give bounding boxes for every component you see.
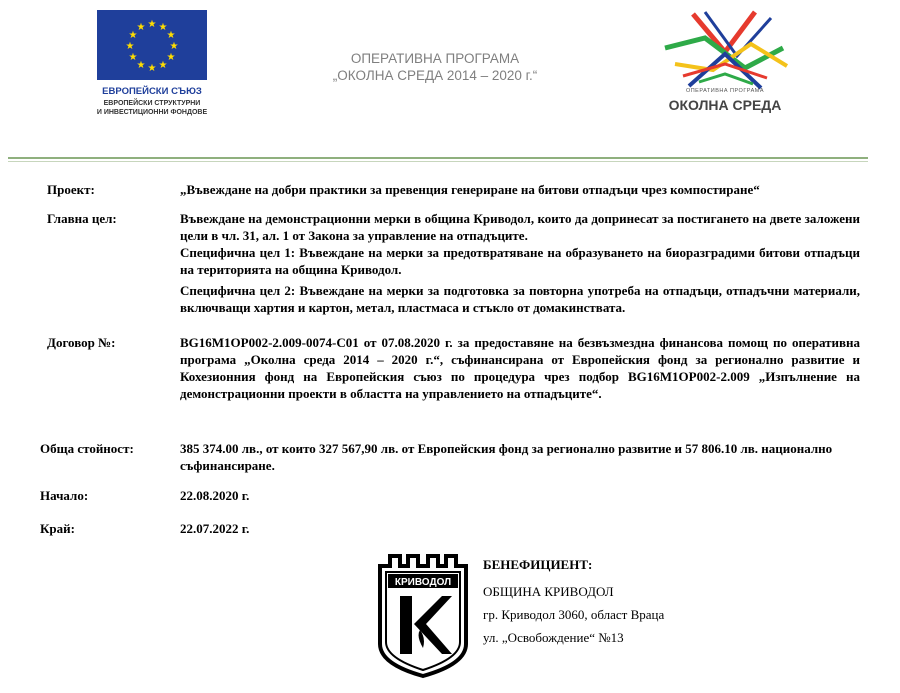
goal-main-text: Въвеждане на демонстрационни мерки в община Криводол, които да допринесат за постигането на двете заложени цели в чл. 31, ал. 1 от Закона за управление на отпадъците. bbox=[180, 211, 860, 243]
goal-value bbox=[180, 210, 860, 244]
project-label: Проект: bbox=[47, 182, 95, 197]
start-value: 22.08.2020 г. bbox=[180, 488, 250, 503]
goal-specific-1: Специфична цел 1: Въвеждане на мерки за предотвратяване на образуването на биоразградими битови отпадъци на територията на община Криводол. bbox=[180, 245, 860, 277]
svg-text:★: ★ bbox=[166, 52, 176, 63]
contract-value: BG16M1OP002-2.009-0074-C01 от 07.08.2020 г. за предоставяне на безвъзмездна финансова помощ по оперативна програма „Околна среда 2014 – 2020 г.“, съфинансирана от Европейския фонд за регионално развитие и Кохезионния фонд на Европейския съюз по процедура чрез подбор BG16M1OP002-2.009 „Изпълнение на демонстрационни проекти в областта на управлението на отпадъците“. bbox=[180, 335, 860, 401]
programme-title bbox=[310, 50, 560, 84]
svg-text:★: ★ bbox=[166, 30, 176, 41]
svg-text:★: ★ bbox=[169, 41, 179, 52]
svg-text:★: ★ bbox=[158, 22, 168, 33]
start-label: Начало: bbox=[40, 488, 89, 503]
beneficiary-city: гр. Криводол 3060, област Враца bbox=[483, 607, 665, 622]
krivodol-crest-icon bbox=[376, 552, 470, 680]
goal-specific-1-block bbox=[180, 244, 860, 278]
svg-text:★: ★ bbox=[136, 60, 146, 71]
crest-text: КРИВОДОЛ bbox=[394, 577, 452, 588]
svg-text:★: ★ bbox=[128, 30, 138, 41]
svg-text:★: ★ bbox=[128, 52, 138, 63]
goal-specific-2: Специфична цел 2: Въвеждане на мерки за подготовка за повторна употреба на отпадъци, отпадъчни материали, включващи хартия и картон, метал, пластмаса и стъкло от домакинствата. bbox=[180, 283, 860, 315]
eu-sublabel-line2: И ИНВЕСТИЦИОННИ ФОНДОВЕ bbox=[96, 109, 208, 116]
header-divider bbox=[8, 157, 868, 159]
svg-text:★: ★ bbox=[158, 60, 168, 71]
eu-flag-icon bbox=[97, 10, 207, 80]
programme-title-line1: ОПЕРАТИВНА ПРОГРАМА bbox=[350, 51, 520, 66]
eu-label: ЕВРОПЕЙСКИ СЪЮЗ bbox=[102, 86, 202, 97]
eu-sublabel-line1: ЕВРОПЕЙСКИ СТРУКТУРНИ bbox=[103, 100, 201, 107]
header-divider-thin bbox=[8, 161, 868, 162]
programme-title-line2: „ОКОЛНА СРЕДА 2014 – 2020 г.“ bbox=[332, 68, 538, 83]
svg-text:★: ★ bbox=[147, 19, 157, 30]
eu-logo bbox=[92, 10, 212, 117]
total-label: Обща стойност: bbox=[40, 441, 134, 456]
end-label: Край: bbox=[40, 521, 75, 536]
env-logo-name: ОКОЛНА СРЕДА bbox=[668, 97, 782, 113]
eu-sublabel bbox=[92, 99, 212, 117]
total-value: 385 374.00 лв., от които 327 567,90 лв. от Европейския фонд за регионално развитие и 57 806.10 лв. национално съфинансиране. bbox=[180, 441, 833, 473]
svg-text:★: ★ bbox=[125, 41, 135, 52]
end-value: 22.07.2022 г. bbox=[180, 521, 250, 536]
goal-label: Главна цел: bbox=[47, 211, 117, 226]
svg-text:★: ★ bbox=[136, 22, 146, 33]
beneficiary-street: ул. „Освобождение“ №13 bbox=[483, 630, 624, 645]
project-value: „Въвеждане на добри практики за превенция генериране на битови отпадъци чрез компостиране“ bbox=[180, 182, 760, 197]
beneficiary-heading: БЕНЕФИЦИЕНТ: bbox=[483, 557, 593, 572]
beneficiary-name: ОБЩИНА КРИВОДОЛ bbox=[483, 584, 614, 599]
contract-label: Договор №: bbox=[47, 335, 116, 350]
env-logo-caption: ОПЕРАТИВНА ПРОГРАМА bbox=[685, 88, 765, 94]
svg-text:★: ★ bbox=[147, 63, 157, 74]
goal-specific-2-block bbox=[180, 282, 860, 316]
